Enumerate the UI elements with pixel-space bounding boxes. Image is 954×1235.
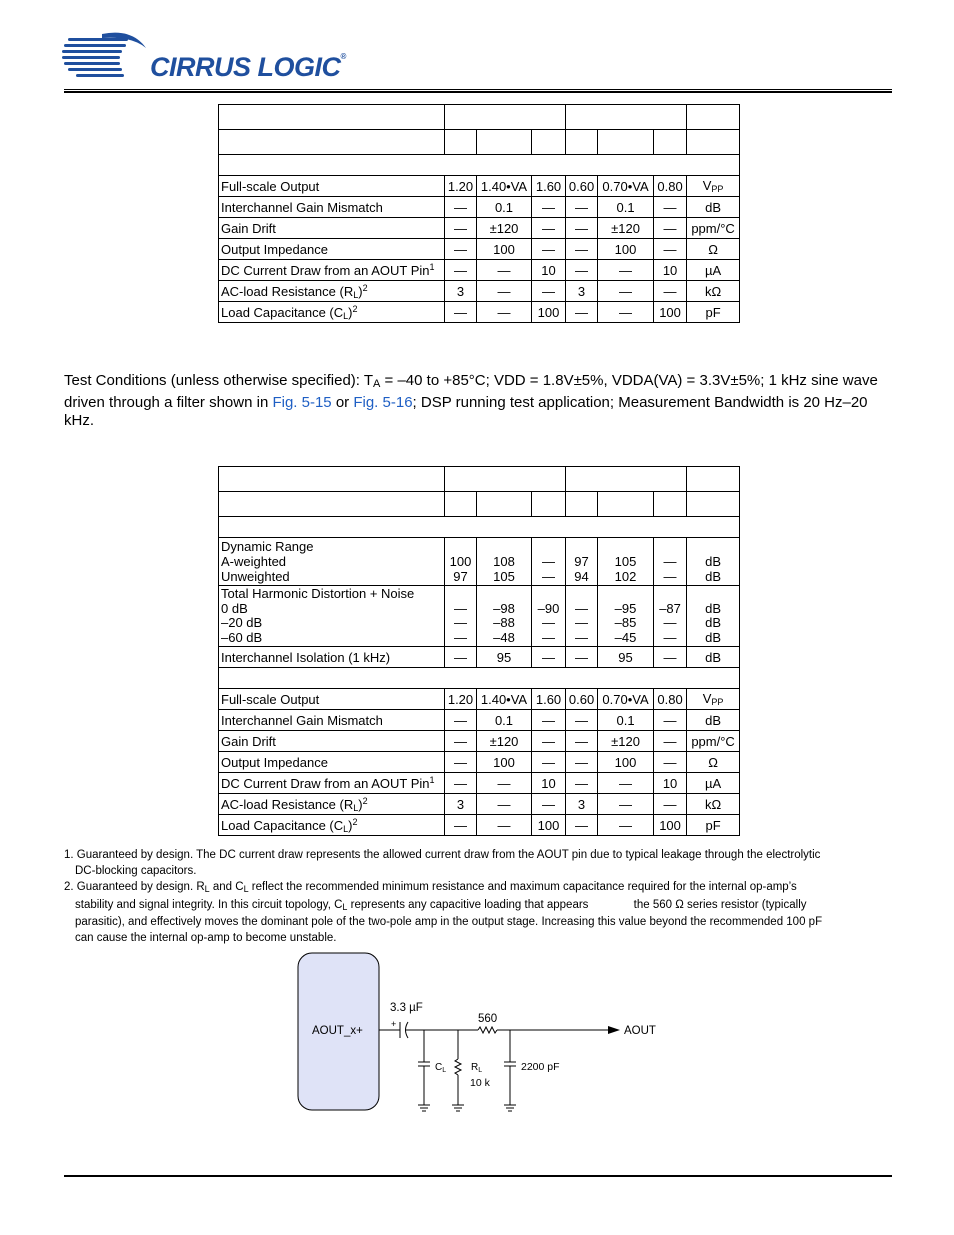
aout-block-label: AOUT_x+ [312, 1025, 363, 1037]
footnote-2: 2. Guaranteed by design. $R_L$ and $C_L$ reflect the recommended minimum resistance and maximum capacitance required for the internal op-amp’s stability and signal integrity. In this circuit topology, $C_L$ represents any capacitive loading that appears the 560 Ω series resistor (typically parasitic), and effectively moves the dominant pole of the two-pole amp in the output stage. Increasing this value beyond the recommended 100 pF can cause the internal op-amp to become unstable. [64, 881, 823, 944]
value-cell: 108 105 [477, 538, 532, 586]
cirrus-logo [62, 30, 352, 84]
footer-rule [64, 1175, 892, 1177]
table-row [219, 773, 740, 794]
value-cell: 105 102 [598, 538, 654, 586]
value-cell: — [654, 752, 687, 773]
fig-5-16-link[interactable]: Fig. 5-16 [353, 393, 413, 411]
value-cell: — [532, 647, 566, 668]
value-cell: — [532, 710, 566, 731]
value-cell: 3 [566, 794, 598, 815]
table-row [219, 239, 740, 260]
value-cell: — [477, 773, 532, 794]
unit-cell: ppm/°C [687, 731, 740, 752]
value-cell: — [445, 218, 477, 239]
value-cell: — [445, 731, 477, 752]
ground-icon [452, 1105, 464, 1111]
section-row [219, 517, 740, 538]
value-cell: — [566, 815, 598, 836]
value-cell: — — — [566, 586, 598, 647]
value-cell: 0.1 [598, 197, 654, 218]
value-cell: — [566, 710, 598, 731]
value-cell: 1.20 [445, 176, 477, 197]
value-cell: 0.60 [566, 176, 598, 197]
value-cell: 1.20 [445, 689, 477, 710]
param-cell: Interchannel Isolation (1 kHz) [219, 647, 445, 668]
value-cell: 3 [445, 281, 477, 302]
param-cell: Gain Drift [219, 218, 445, 239]
value-cell: — [477, 260, 532, 281]
filter-cap-value: 2200 pF [521, 1061, 560, 1073]
value-cell: — [566, 731, 598, 752]
param-cell: DC Current Draw from an AOUT Pin$^1$ [219, 773, 445, 794]
value-cell: — [654, 197, 687, 218]
value-cell: — [598, 794, 654, 815]
value-cell: ±120 [598, 731, 654, 752]
value-cell: — [445, 815, 477, 836]
table-row [219, 731, 740, 752]
aout-label: AOUT [624, 1025, 656, 1037]
value-cell: –87 — — [654, 586, 687, 647]
table-row [219, 302, 740, 323]
value-cell: — [566, 197, 598, 218]
unit-cell: Ω [687, 239, 740, 260]
value-cell: — [445, 197, 477, 218]
unit-cell: pF [687, 302, 740, 323]
value-cell: — — — [445, 586, 477, 647]
resistor-value: 560 [478, 1013, 498, 1025]
value-cell: — [532, 239, 566, 260]
ground-icon [504, 1105, 516, 1111]
unit-cell: Ω [687, 752, 740, 773]
value-cell: — [654, 794, 687, 815]
value-cell: 100 [477, 752, 532, 773]
unit-cell: dB [687, 197, 740, 218]
cap-value: 3.3 µF [390, 1002, 423, 1014]
output-filter-diagram [290, 945, 670, 1120]
table-header-row [219, 130, 740, 155]
value-cell: 100 [598, 239, 654, 260]
cap-plus: + [391, 1019, 397, 1029]
value-cell: — [445, 239, 477, 260]
value-cell: 0.60 [566, 689, 598, 710]
unit-cell: dB dB dB [687, 586, 740, 647]
value-cell: 3 [566, 281, 598, 302]
value-cell: — [598, 302, 654, 323]
value-cell: 100 [532, 302, 566, 323]
param-cell: AC-load Resistance $(R_L)^2$ [219, 794, 445, 815]
value-cell: –90 — — [532, 586, 566, 647]
value-cell: — [566, 218, 598, 239]
param-cell: Output Impedance [219, 752, 445, 773]
logo-swoosh-icon [62, 30, 148, 82]
param-cell: Load Capacitance $(C_L)^2$ [219, 302, 445, 323]
table-row-thd [219, 586, 740, 647]
value-cell: 95 [598, 647, 654, 668]
rl-label: $R_L$ [471, 1062, 483, 1074]
value-cell: — [654, 218, 687, 239]
value-cell: 10 [654, 773, 687, 794]
value-cell: 1.40•VA [477, 689, 532, 710]
value-cell: — — [654, 538, 687, 586]
cl-label: $C_L$ [435, 1062, 447, 1074]
value-cell: — [445, 260, 477, 281]
unit-cell: kΩ [687, 794, 740, 815]
header-rule [64, 89, 892, 93]
value-cell: — [654, 647, 687, 668]
value-cell: ±120 [477, 218, 532, 239]
table-row-dynamic-range [219, 538, 740, 586]
value-cell: 100 [532, 815, 566, 836]
unit-cell: $V_{PP}$ [687, 689, 740, 710]
value-cell: — [532, 731, 566, 752]
unit-cell: pF [687, 815, 740, 836]
value-cell: 10 [532, 773, 566, 794]
table-row [219, 815, 740, 836]
param-cell: Full-scale Output [219, 176, 445, 197]
fig-5-15-link[interactable]: Fig. 5-15 [272, 393, 332, 411]
value-cell: — [532, 281, 566, 302]
value-cell: –98 –88 –48 [477, 586, 532, 647]
value-cell: 1.60 [532, 689, 566, 710]
rl-value: 10 k [470, 1077, 490, 1089]
value-cell: — [532, 794, 566, 815]
table-row [219, 260, 740, 281]
table-row [219, 647, 740, 668]
value-cell: — [532, 218, 566, 239]
value-cell: 0.70•VA [598, 176, 654, 197]
table-row [219, 281, 740, 302]
value-cell: — [566, 752, 598, 773]
value-cell: — [598, 773, 654, 794]
logo-text: CIRRUS LOGIC [150, 52, 341, 82]
param-cell: DC Current Draw from an AOUT Pin$^1$ [219, 260, 445, 281]
test-conditions: Test Conditions (unless otherwise specified): TA = –40 to +85°C; VDD = 1.8V±5%, VDDA(VA) = 3.3V±5%; 1 kHz sine wave driven through a filter shown in Fig. 5-15 or Fig. 5-16; DSP running test application; Measurement Bandwidth is 20 Hz–20 kHz. [64, 372, 878, 429]
table-header-row [219, 492, 740, 517]
value-cell: — [477, 794, 532, 815]
value-cell: — [477, 302, 532, 323]
value-cell: — [477, 815, 532, 836]
value-cell: 100 [598, 752, 654, 773]
value-cell: — [445, 647, 477, 668]
footnote-1: 1. Guaranteed by design. The DC current draw represents the allowed current draw from the AOUT pin due to typical leakage through the electrolytic DC-blocking capacitors. [64, 849, 821, 877]
value-cell: 0.1 [598, 710, 654, 731]
section-row [219, 155, 740, 176]
value-cell: 100 [654, 815, 687, 836]
registered-mark: ® [340, 52, 346, 61]
unit-cell: kΩ [687, 281, 740, 302]
value-cell: — [566, 647, 598, 668]
table-row [219, 197, 740, 218]
value-cell: — [654, 281, 687, 302]
param-cell: Load Capacitance $(C_L)^2$ [219, 815, 445, 836]
param-cell: Dynamic Range A-weighted Unweighted [219, 538, 445, 586]
value-cell: –95 –85 –45 [598, 586, 654, 647]
value-cell: — [654, 710, 687, 731]
value-cell: 10 [654, 260, 687, 281]
value-cell: 10 [532, 260, 566, 281]
spec-table-2 [218, 466, 740, 836]
value-cell: — [598, 815, 654, 836]
value-cell: — [566, 302, 598, 323]
value-cell: — [598, 281, 654, 302]
table-row [219, 752, 740, 773]
unit-cell: µA [687, 260, 740, 281]
footnotes [64, 848, 894, 946]
unit-cell: dB [687, 710, 740, 731]
value-cell: 1.60 [532, 176, 566, 197]
table-row [219, 794, 740, 815]
table-header-row [219, 105, 740, 130]
value-cell: — [445, 752, 477, 773]
param-cell: Output Impedance [219, 239, 445, 260]
param-cell: Interchannel Gain Mismatch [219, 710, 445, 731]
arrow-icon [608, 1026, 620, 1034]
value-cell: — [445, 773, 477, 794]
ground-icon [418, 1105, 430, 1111]
table-row [219, 710, 740, 731]
value-cell: — [532, 197, 566, 218]
param-cell: Interchannel Gain Mismatch [219, 197, 445, 218]
unit-cell: $V_{PP}$ [687, 176, 740, 197]
spec-table-1 [218, 104, 740, 323]
value-cell: — [445, 710, 477, 731]
value-cell: 97 94 [566, 538, 598, 586]
resistor-icon [478, 1027, 497, 1033]
value-cell: — [566, 239, 598, 260]
value-cell: ±120 [598, 218, 654, 239]
value-cell: 100 [654, 302, 687, 323]
value-cell: — [566, 773, 598, 794]
unit-cell: µA [687, 773, 740, 794]
unit-cell: ppm/°C [687, 218, 740, 239]
value-cell: — [566, 260, 598, 281]
table-row [219, 218, 740, 239]
table-header-row [219, 467, 740, 492]
value-cell: 0.80 [654, 176, 687, 197]
table-row [219, 689, 740, 710]
table-row [219, 176, 740, 197]
section-row [219, 668, 740, 689]
value-cell: 95 [477, 647, 532, 668]
value-cell: 3 [445, 794, 477, 815]
value-cell: — [477, 281, 532, 302]
value-cell: — [654, 239, 687, 260]
unit-cell: dB dB [687, 538, 740, 586]
value-cell: 0.70•VA [598, 689, 654, 710]
value-cell: — [532, 752, 566, 773]
value-cell: 0.1 [477, 710, 532, 731]
value-cell: — [598, 260, 654, 281]
value-cell: — [445, 302, 477, 323]
param-cell: AC-load Resistance $(R_L)^2$ [219, 281, 445, 302]
value-cell: — [654, 731, 687, 752]
value-cell: 100 97 [445, 538, 477, 586]
value-cell: 100 [477, 239, 532, 260]
param-cell: Total Harmonic Distortion + Noise 0 dB –20 dB –60 dB [219, 586, 445, 647]
param-cell: Full-scale Output [219, 689, 445, 710]
rl-resistor-icon [455, 1059, 461, 1075]
unit-cell: dB [687, 647, 740, 668]
value-cell: — — [532, 538, 566, 586]
param-cell: Gain Drift [219, 731, 445, 752]
value-cell: 0.80 [654, 689, 687, 710]
value-cell: 1.40•VA [477, 176, 532, 197]
value-cell: ±120 [477, 731, 532, 752]
value-cell: 0.1 [477, 197, 532, 218]
